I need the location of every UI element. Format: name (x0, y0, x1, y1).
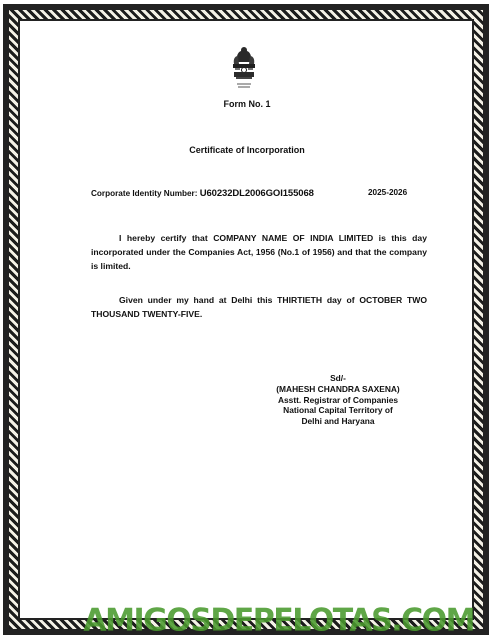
given-under-hand-paragraph: Given under my hand at Delhi this THIRTIETH day of OCTOBER TWO THOUSAND TWENTY-FIVE. (91, 295, 427, 319)
financial-year: 2025-2026 (368, 188, 408, 197)
cin-row (91, 188, 441, 199)
form-number: Form No. 1 (223, 99, 271, 109)
signature-block (258, 373, 418, 427)
cin-value: U60232DL2006GOI155068 (199, 188, 314, 199)
certification-paragraph: I hereby certify that COMPANY NAME OF INDIA LIMITED is this day incorporated under the Companies Act, 1956 (No.1 of 1956) and that the company is limited. (91, 233, 427, 271)
territory-line-1: National Capital Territory of (283, 405, 393, 416)
signatory-designation: Asstt. Registrar of Companies (277, 394, 399, 405)
national-emblem-icon (226, 42, 262, 92)
watermark: AMIGOSDEPELOTAS.COM (83, 602, 474, 639)
signature-sd: Sd/- (330, 373, 346, 383)
territory-line-2: Delhi and Haryana (301, 416, 375, 427)
cin-label: Corporate Identity Number: (91, 189, 200, 198)
certificate-title: Certificate of Incorporation (189, 145, 305, 155)
signatory-name: (MAHESH CHANDRA SAXENA) (276, 383, 400, 394)
